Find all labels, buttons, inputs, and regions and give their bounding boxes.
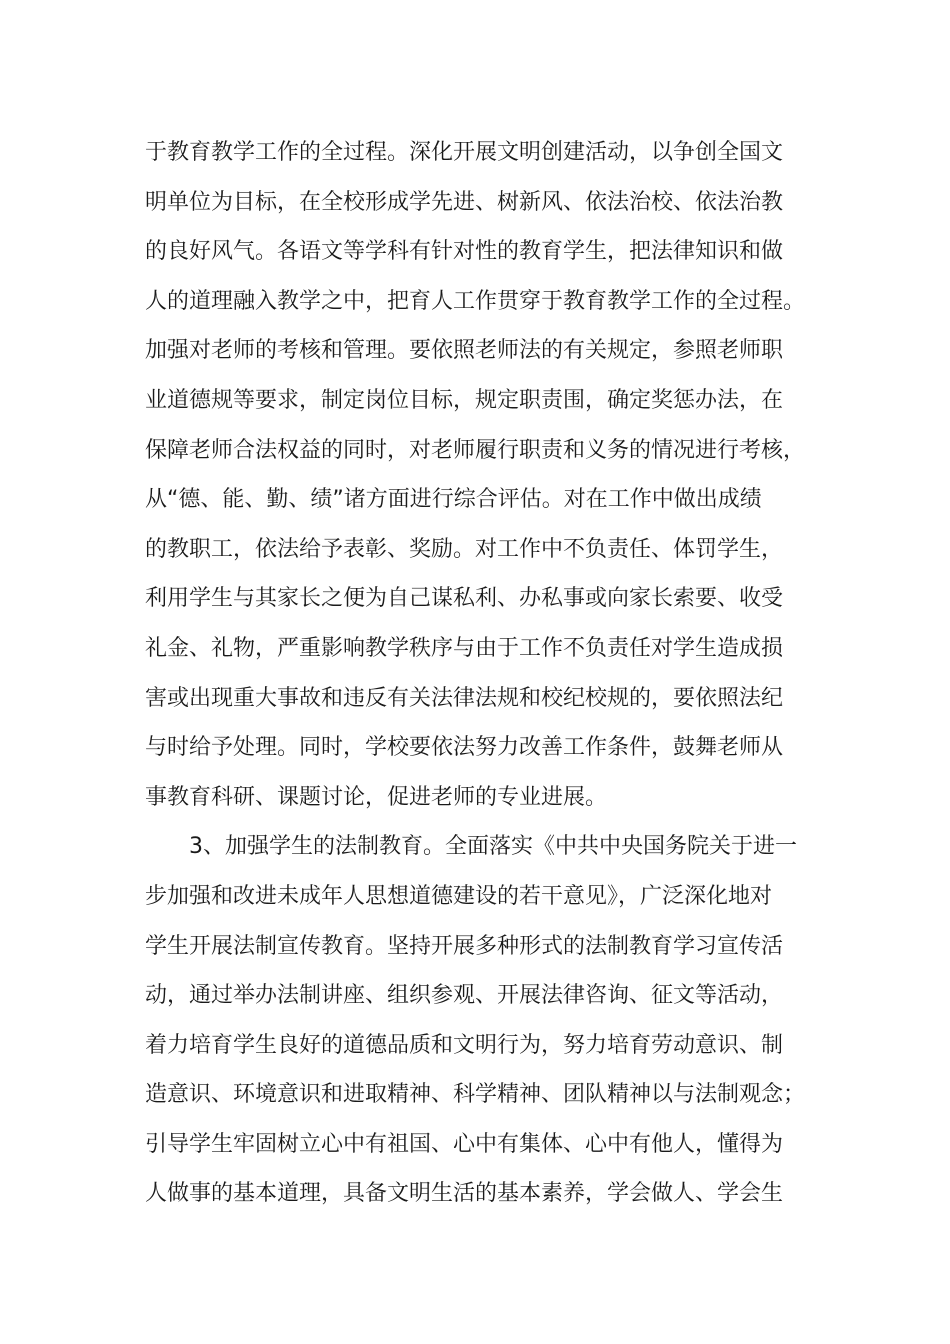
text-line: 礼金、礼物，严重影响教学秩序与由于工作不负责任对学生造成损 (145, 635, 784, 661)
body-text (145, 128, 825, 1219)
text-line: 人做事的基本道理，具备文明生活的基本素养，学会做人、学会生 (145, 1181, 784, 1207)
text-line: 业道德规等要求，制定岗位目标，规定职责围，确定奖惩办法，在 (145, 387, 784, 413)
text-line: 加强对老师的考核和管理。要依照老师法的有关规定，参照老师职 (145, 338, 784, 364)
text-line: 保障老师合法权益的同时，对老师履行职责和义务的情况进行考核， (145, 437, 806, 463)
text-line: 从“德、能、勤、绩”诸方面进行综合评估。对在工作中做出成绩 (145, 487, 762, 513)
paragraph-first-line: 3、加强学生的法制教育。全面落实《中共中央国务院关于进一 (189, 834, 797, 860)
text-line: 于教育教学工作的全过程。深化开展文明创建活动，以争创全国文 (145, 140, 784, 165)
text-line: 人的道理融入教学之中，把育人工作贯穿于教育教学工作的全过程。 (145, 288, 806, 314)
text-line: 动，通过举办法制讲座、组织参观、开展法律咨询、征文等活动， (145, 983, 784, 1009)
text-line: 明单位为目标，在全校形成学先进、树新风、依法治校、依法治教 (145, 189, 784, 215)
text-line: 学生开展法制宣传教育。坚持开展多种形式的法制教育学习宣传活 (145, 933, 784, 959)
text-line: 引导学生牢固树立心中有祖国、心中有集体、心中有他人，懂得为 (145, 1131, 784, 1157)
text-line: 步加强和改进未成年人思想道德建设的若干意见》，广泛深化地对 (145, 883, 773, 909)
text-line: 事教育科研、课题讨论，促进老师的专业进展。 (145, 784, 608, 810)
text-line: 造意识、环境意识和进取精神、科学精神、团队精神以与法制观念； (145, 1082, 806, 1108)
text-line: 害或出现重大事故和违反有关法律法规和校纪校规的，要依照法纪 (145, 685, 784, 711)
text-line: 与时给予处理。同时，学校要依法努力改善工作条件，鼓舞老师从 (145, 735, 784, 761)
text-line: 利用学生与其家长之便为自己谋私利、办私事或向家长索要、收受 (145, 586, 784, 612)
text-line: 的良好风气。各语文等学科有针对性的教育学生，把法律知识和做 (145, 239, 784, 265)
text-line: 的教职工，依法给予表彰、奖励。对工作中不负责任、体罚学生， (145, 536, 784, 562)
text-line: 着力培育学生良好的道德品质和文明行为，努力培育劳动意识、制 (145, 1032, 784, 1058)
